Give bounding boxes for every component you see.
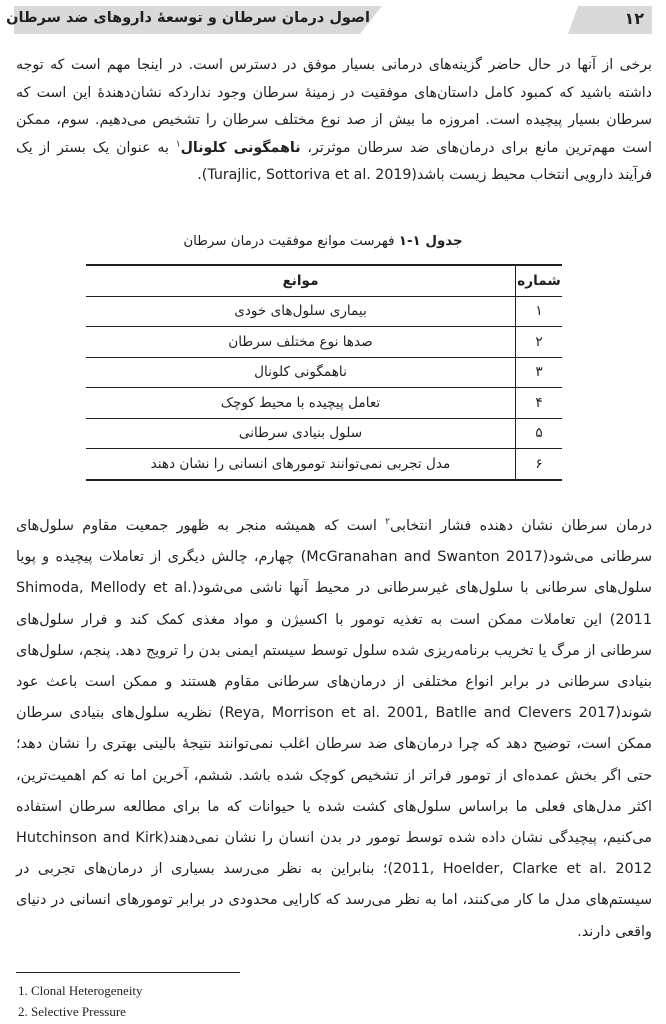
paragraph-text: .: [197, 167, 202, 183]
row-number: ۶: [516, 449, 563, 480]
paragraph-intro: [16, 52, 652, 190]
row-text: سلول بنیادی سرطانی: [86, 418, 516, 449]
paragraph-text: درمان سرطان نشان دهنده فشار انتخابی: [389, 518, 652, 534]
paragraph-text: است که همیشه منجر به ظهور جمعیت مقاوم سلول‌های سرطانی می‌شود: [16, 518, 653, 566]
row-number: ۱: [516, 296, 563, 327]
citation: (Reya, Morrison et al. 2001, Batlle and Clevers 2017): [218, 705, 621, 722]
paragraph-text: برخی از آنها در حال حاضر گزینه‌های درمانی بسیار موفق در دسترس است. در اینجا مهم است که توجه داشته باشید که کمبود کامل داستان‌های موفقیت در زمینهٔ سرطان وجود نداردکه نشان‌دهندهٔ این است که سرطان بسیار پیچیده است. امروزه ما بیش از صد نوع مختلف سرطان را تشخیص می‌دهیم. سوم، ممکن است مهم‌ترین مانع برای درمان‌های ضد سرطان موثرتر،: [16, 57, 652, 156]
column-header-number: شماره: [516, 265, 563, 296]
footnote-ref: ۱: [175, 138, 181, 149]
citation: (Hutchinson and Kirk 2011, Hoelder, Clarke et al. 2012): [16, 830, 652, 878]
table-row: [86, 388, 562, 419]
footnote: 1. Clonal Heterogeneity: [18, 983, 143, 998]
table-row: [86, 357, 562, 388]
obstacles-table: [86, 264, 562, 481]
row-text: بیماری سلول‌های خودی: [86, 296, 516, 327]
row-text: مدل تجربی نمی‌توانند تومورهای انسانی را نشان دهند: [86, 449, 516, 480]
table-caption-text: فهرست موانع موفقیت درمان سرطان: [183, 234, 395, 249]
paragraph-main: [16, 511, 652, 948]
paragraph-text: ؛ بنابراین به نظر می‌رسد بسیاری از درمان‌های تجربی در سیستم‌های مدل ما کار می‌کنند، اما به نظر می‌رسد که کارایی محدودی در برابر تومورهای انسانی در دنیای واقعی دارند.: [16, 861, 652, 940]
running-header: [0, 6, 666, 40]
footnote-divider: [16, 972, 240, 973]
row-text: تعامل پیچیده با محیط کوچک: [86, 388, 516, 419]
paragraph-text: نظریه سلول‌های بنیادی سرطان ممکن است، توضیح دهد که چرا درمان‌های ضد سرطان اغلب نمی‌توانند نتیجهٔ بالینی بهتری را نشان دهد؛ حتی اگر بخش عمده‌ای از تومور فراتر از تشخیص کوچک شده باشد. ششم، آخرین اما نه کم اهمیت‌ترین، اکثر مدل‌های فعلی ما براساس سلول‌های کشت شده یا حیوانات که ما برای مطالعه سرطان استفاده می‌کنیم، پیچیدگی نشان داده شده توسط تومور در بدن انسان را نشان نمی‌دهند: [16, 705, 652, 847]
key-term: ناهمگونی کلونال: [180, 139, 301, 156]
table-row: [86, 327, 562, 358]
paragraph-text: این تعاملات ممکن است به تغذیه تومور با اکسیژن و مواد مغذی کمک کند و فرار سلول‌های سرطانی از مرگ یا تخریب برنامه‌ریزی شده سلول توسط سیستم ایمنی بدن را ترویج دهد. پنجم، سلول‌های بنیادی سرطانی در برابر انواع مختلفی از درمان‌های سرطانی مقاوم هستند و ممکن است باعث عود شوند: [16, 611, 652, 722]
page-number: ۱۲: [624, 9, 644, 28]
table-row: [86, 296, 562, 327]
row-number: ۲: [516, 327, 563, 358]
table-header-row: [86, 265, 562, 296]
table-caption: [86, 234, 560, 249]
row-number: ۵: [516, 418, 563, 449]
table-row: [86, 418, 562, 449]
table-row: [86, 449, 562, 480]
book-title: اصول درمان سرطان و توسعهٔ داروهای ضد سرطان: [6, 10, 370, 26]
citation: (Turajlic, Sottoriva et al. 2019): [201, 167, 417, 183]
footnote: 2. Selective Pressure: [18, 1004, 126, 1019]
footnote-ref: ۲: [385, 517, 390, 528]
paragraph-text: به عنوان یک بستر از یک فرآیند دارویی انتخاب محیط زیست باشد: [16, 139, 652, 183]
citation: (McGranahan and Swanton 2017): [300, 549, 549, 566]
row-number: ۴: [516, 388, 563, 419]
row-text: ناهمگونی کلونال: [86, 357, 516, 388]
citation: (Shimoda, Mellody et al. 2011): [16, 580, 652, 628]
row-number: ۳: [516, 357, 563, 388]
paragraph-text: چهارم، چالش دیگری از تعاملات پیچیده و پویا سلول‌های سرطانی با سلول‌های غیرسرطانی در محیط آنها ناشی می‌شود: [16, 549, 652, 597]
row-text: صدها نوع مختلف سرطان: [86, 327, 516, 358]
table-caption-label: جدول ۱-۱: [398, 234, 463, 249]
column-header-obstacles: موانع: [86, 265, 516, 296]
